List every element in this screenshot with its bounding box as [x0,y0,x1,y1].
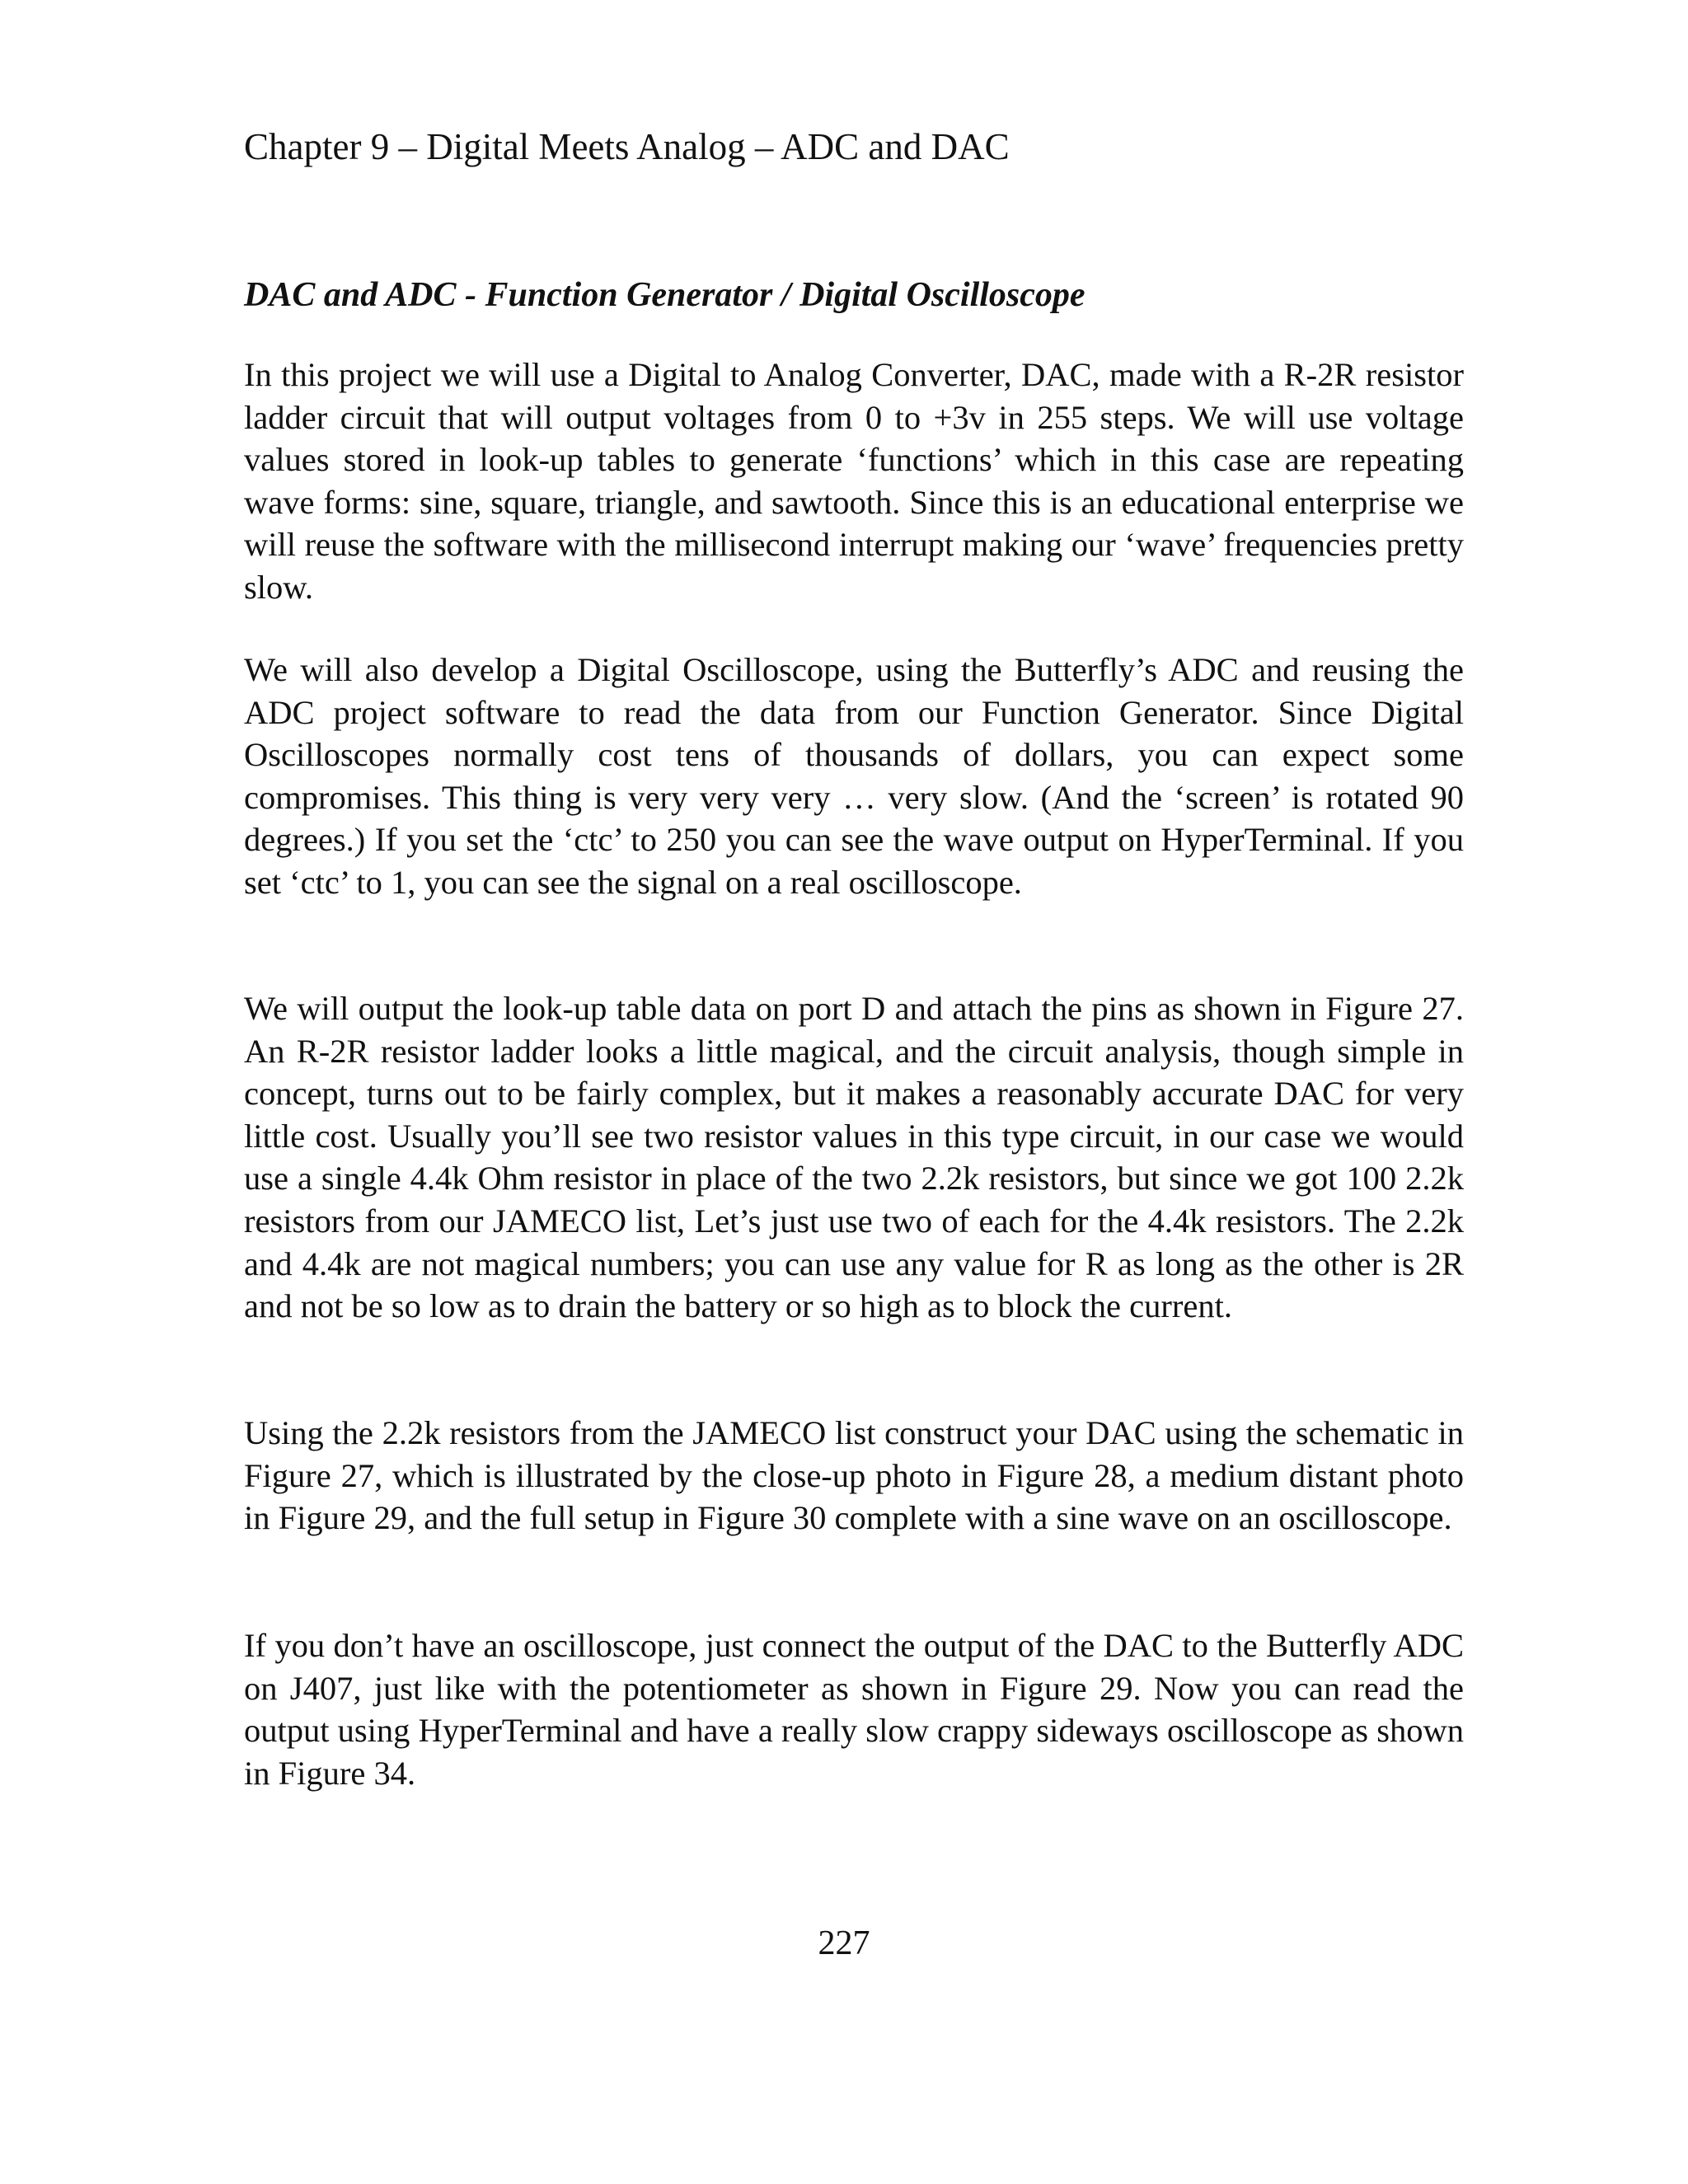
section-title: DAC and ADC - Function Generator / Digital Oscilloscope [244,276,1085,314]
page-number: 227 [818,1924,870,1962]
running-header: Chapter 9 – Digital Meets Analog – ADC and DAC [244,126,1010,167]
body-paragraph: We will output the look-up table data on port D and attach the pins as shown in Figure 27. An R-2R resistor ladder looks a little magical, and the circuit analysis, though simple in concept, turns out to be fairly complex, but it makes a reasonably accurate DAC for very little cost. Usually you’ll see two resistor values in this type circuit, in our case we would use a single 4.4k Ohm resistor in place of the two 2.2k resistors, but since we got 100 2.2k resistors from our JAMECO list, Let’s just use two of each for the 4.4k resistors. The 2.2k and 4.4k are not magical numbers; you can use any value for R as long as the other is 2R and not be so low as to drain the battery or so high as to block the current. [244,990,1464,1325]
body-paragraph: Using the 2.2k resistors from the JAMECO list construct your DAC using the schematic in Figure 27, which is illustrated by the close-up photo in Figure 28, a medium distant photo in Figure 29, and the full setup in Figure 30 complete with a sine wave on an oscilloscope. [244,1414,1464,1537]
body-paragraph: We will also develop a Digital Oscilloscope, using the Butterfly’s ADC and reusing the ADC project software to read the data from our Function Generator. Since Digital Oscilloscopes normally cost tens of thousands of dollars, you can expect some compromises. This thing is very very very … very slow. (And the ‘screen’ is rotated 90 degrees.) If you set the ‘ctc’ to 250 you can see the wave output on HyperTerminal. If you set ‘ctc’ to 1, you can see the signal on a real oscilloscope. [244,651,1464,901]
body-paragraph: If you don’t have an oscilloscope, just connect the output of the DAC to the Butterfly ADC on J407, just like with the potentiometer as shown in Figure 29. Now you can read the output using HyperTerminal and have a really slow crappy sideways oscilloscope as shown in Figure 34. [244,1627,1464,1792]
body-paragraph: In this project we will use a Digital to Analog Converter, DAC, made with a R-2R resistor ladder circuit that will output voltages from 0 to +3v in 255 steps. We will use voltage values stored in look-up tables to generate ‘functions’ which in this case are repeating wave forms: sine, square, triangle, and sawtooth. Since this is an educational enterprise we will reuse the software with the millisecond interrupt making our ‘wave’ frequencies pretty slow. [244,356,1464,606]
